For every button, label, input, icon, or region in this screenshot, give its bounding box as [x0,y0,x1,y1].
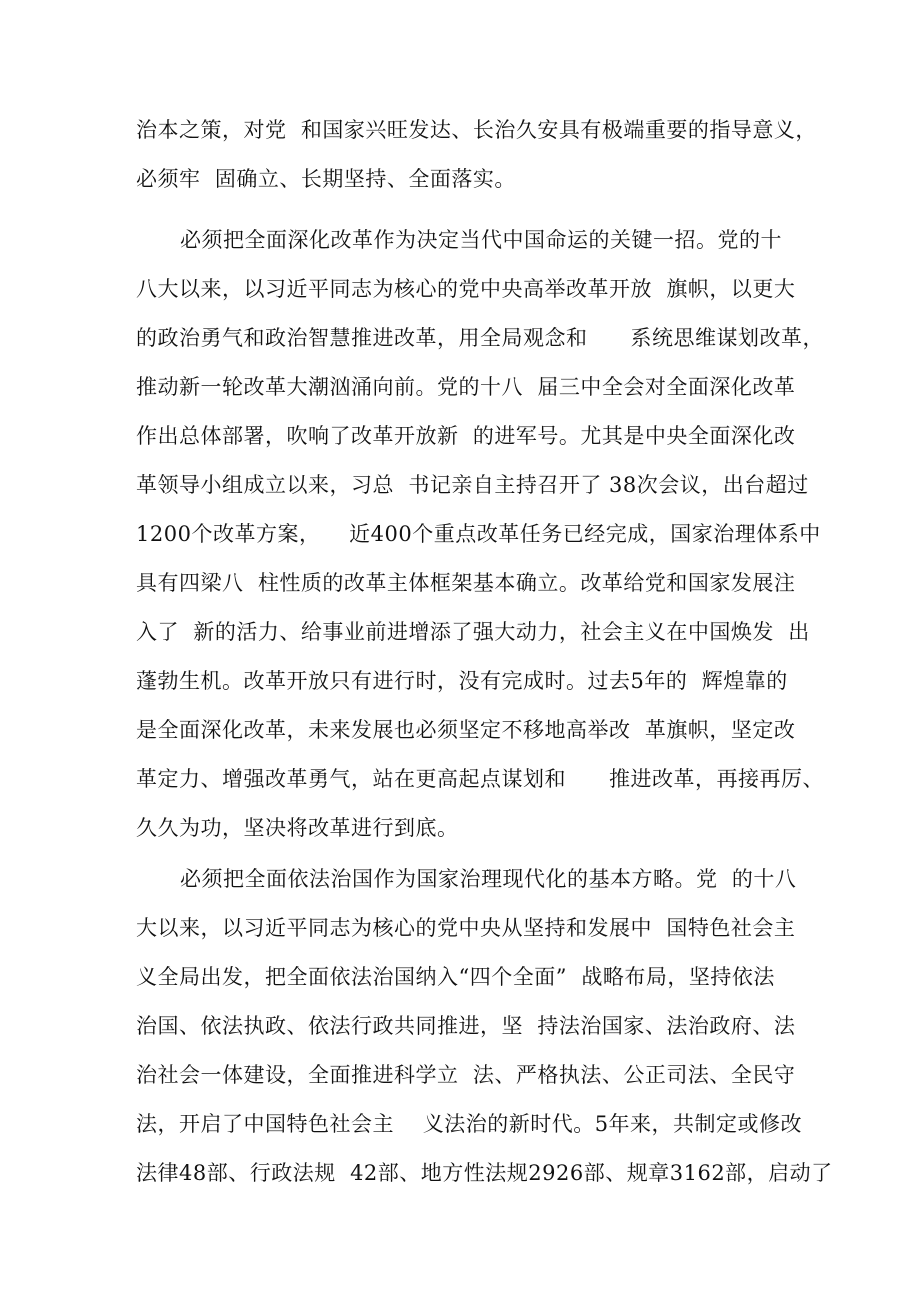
paragraph-3-line-7: 法律48部、行政法规 42部、地方性法规2926部、规章3162部，启动了 [136,1161,833,1185]
paragraph-2-line-2: 八大以来，以习近平同志为核心的党中央高举改革开放 旗帜，以更大 [136,277,796,301]
paragraph-2-line-10: 蓬勃生机。改革开放只有进行时，没有完成时。过去5年的 辉煌靠的 [136,669,788,693]
paragraph-1-line-2: 必须牢 固确立、长期坚持、全面落实。 [136,167,516,191]
paragraph-3-line-2: 大以来，以习近平同志为核心的党中央从坚持和发展中 国特色社会主 [136,916,796,940]
paragraph-2-line-3: 的政治勇气和政治智慧推进改革，用全局观念和 系统思维谋划改革， [136,326,825,350]
paragraph-2-line-8: 具有四梁八 柱性质的改革主体框架基本确立。改革给党和国家发展注 [136,571,796,595]
paragraph-2-line-13: 久久为功，坚决将改革进行到底。 [136,816,459,840]
paragraph-2-line-9: 入了 新的活力、给事业前进增添了强大动力，社会主义在中国焕发 出 [136,620,810,644]
paragraph-3-line-1: 必须把全面依法治国作为国家治理现代化的基本方略。党 的十八 [180,867,797,891]
paragraph-2-line-12: 革定力、增强改革勇气，站在更高起点谋划和 推进改革，再接再厉、 [136,767,825,791]
paragraph-2-line-6: 革领导小组成立以来，习总 书记亲自主持召开了 38次会议，出台超过 [136,473,809,497]
paragraph-3-line-4: 治国、依法执政、依法行政共同推进，坚 持法治国家、法治政府、法 [136,1014,796,1038]
paragraph-2-line-1: 必须把全面深化改革作为决定当代中国命运的关键一招。党的十 [180,228,782,252]
paragraph-2-line-4: 推动新一轮改革大潮汹涌向前。党的十八 届三中全会对全面深化改革 [136,375,796,399]
paragraph-2-line-7: 1200个改革方案， 近400个重点改革任务已经完成，国家治理体系中 [136,522,821,546]
paragraph-3-line-6: 法，开启了中国特色社会主 义法治的新时代。5年来，共制定或修改 [136,1112,803,1136]
paragraph-3-line-5: 治社会一体建设，全面推进科学立 法、严格执法、公正司法、全民守 [136,1063,796,1087]
paragraph-2-line-11: 是全面深化改革，未来发展也必须坚定不移地高举改 革旗帜，坚定改 [136,718,796,742]
paragraph-2-line-5: 作出总体部署，吹响了改革开放新 的进军号。尤其是中央全面深化改 [136,424,796,448]
paragraph-1-line-1: 治本之策，对党 和国家兴旺发达、长治久安具有极端重要的指导意义， [136,118,817,142]
paragraph-3-line-3: 义全局出发，把全面依法治国纳入“四个全面” 战略布局，坚持依法 [136,965,775,989]
